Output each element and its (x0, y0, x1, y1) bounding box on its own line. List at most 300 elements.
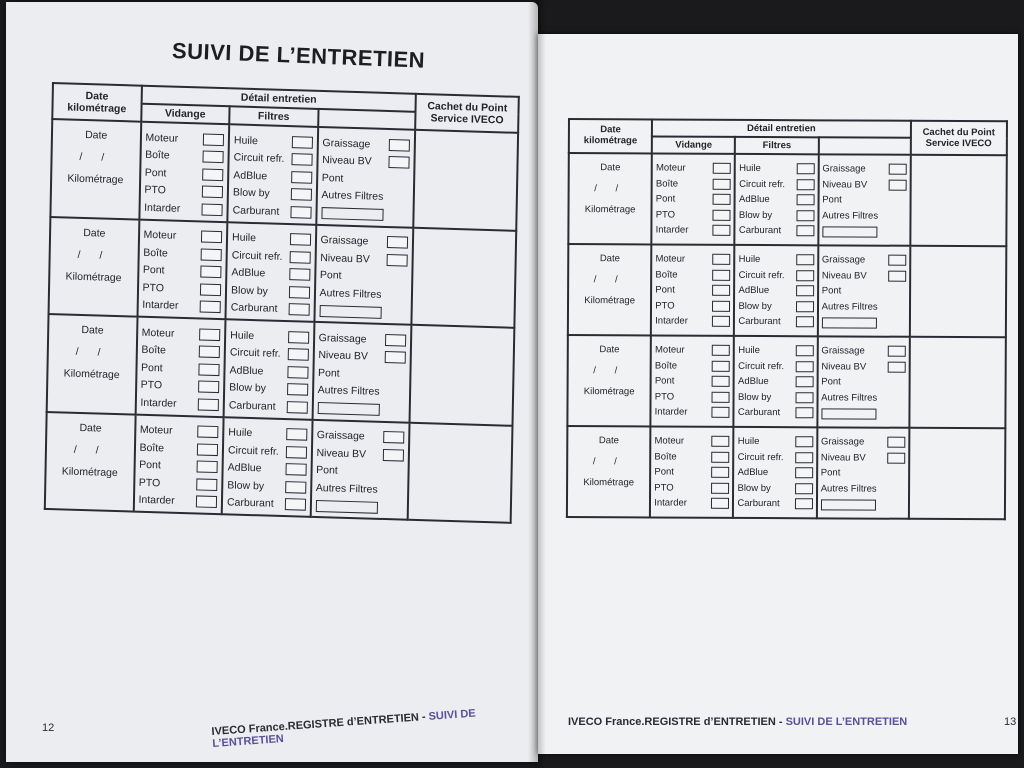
filtres-cell (227, 124, 317, 224)
other-cell (817, 427, 909, 518)
item-label: Moteur (654, 435, 685, 447)
checkbox[interactable] (887, 437, 905, 448)
header-vidange: Vidange (652, 136, 735, 153)
header-date-km: Date kilométrage (569, 119, 652, 153)
filtre-item (738, 343, 813, 359)
checkbox[interactable] (888, 255, 906, 266)
autres-filtres-item (821, 390, 905, 406)
header-date-km: Date kilométrage (52, 83, 141, 122)
checkbox[interactable] (197, 443, 218, 456)
date-cell (49, 217, 139, 317)
item-label: Circuit refr. (738, 269, 785, 281)
header-filtres: Filtres (735, 137, 818, 154)
checkbox[interactable] (796, 163, 814, 174)
niveau-bv-item (821, 450, 905, 466)
filtres-cell (733, 427, 817, 518)
checkbox[interactable] (712, 452, 730, 463)
item-label: Niveau BV (822, 179, 868, 191)
checkbox[interactable] (796, 194, 814, 205)
checkbox[interactable] (712, 392, 730, 403)
checkbox[interactable] (200, 266, 221, 279)
checkbox[interactable] (713, 254, 731, 265)
checkbox[interactable] (289, 251, 310, 264)
autres-filtres-item (822, 299, 906, 315)
item-label: Autres Filtres (315, 481, 378, 496)
km-label: Kilométrage (584, 295, 636, 307)
checkbox[interactable] (291, 153, 312, 166)
checkbox[interactable] (288, 286, 309, 299)
filtre-item (229, 396, 308, 416)
filtre-item (739, 252, 814, 268)
filtre-item (738, 465, 813, 481)
maintenance-log-table-left (44, 82, 520, 524)
item-label: Pont (654, 466, 674, 478)
footer-left (211, 703, 538, 750)
date-cell (567, 426, 651, 517)
checkbox[interactable] (795, 345, 813, 356)
checkbox[interactable] (200, 283, 221, 296)
autres-filtres-field[interactable] (822, 317, 877, 328)
item-label: Pont (655, 193, 676, 205)
item-label: Boîte (139, 441, 165, 455)
date-label: Date (599, 344, 620, 356)
vidange-item (655, 313, 730, 329)
date-cell (568, 244, 652, 335)
filtre-item (232, 201, 311, 221)
item-label: AdBlue (227, 461, 262, 475)
item-label: Blow by (229, 381, 267, 395)
item-label: Moteur (655, 162, 686, 174)
checkbox[interactable] (795, 392, 813, 403)
item-label: Graissage (322, 136, 371, 151)
checkbox[interactable] (888, 179, 906, 190)
checkbox[interactable] (795, 452, 813, 463)
checkbox[interactable] (888, 270, 906, 281)
item-label: Huile (737, 436, 760, 448)
footer-brand: IVECO France.REGISTRE d’ENTRETIEN - (568, 716, 786, 728)
checkbox[interactable] (712, 376, 730, 387)
item-label: AdBlue (738, 194, 770, 206)
vidange-cell (133, 414, 223, 514)
checkbox[interactable] (198, 381, 219, 394)
vidange-item (139, 456, 218, 476)
other-cell (818, 154, 910, 245)
vidange-item (655, 358, 730, 374)
item-label: Huile (231, 231, 257, 245)
item-label: Carburant (230, 301, 278, 316)
checkbox[interactable] (385, 351, 406, 364)
item-label: Carburant (737, 498, 780, 510)
checkbox[interactable] (199, 346, 220, 359)
checkbox[interactable] (286, 401, 307, 414)
filtres-cell (735, 154, 819, 245)
km-label: Kilométrage (65, 269, 122, 284)
table-row (567, 335, 1005, 428)
date-slashes: / / (73, 443, 107, 457)
checkbox[interactable] (197, 461, 218, 474)
vidange-item (138, 491, 217, 511)
checkbox[interactable] (202, 186, 223, 199)
checkbox[interactable] (291, 171, 312, 184)
left-page (6, 2, 538, 762)
checkbox[interactable] (198, 363, 219, 376)
checkbox[interactable] (389, 156, 410, 169)
checkbox[interactable] (288, 303, 309, 316)
vidange-item (143, 226, 222, 246)
checkbox[interactable] (287, 366, 308, 379)
table-row (568, 153, 1006, 246)
item-label: Niveau BV (820, 452, 866, 464)
item-label: Intarder (138, 493, 175, 508)
item-label: Circuit refr. (231, 249, 283, 263)
filtre-item (227, 494, 306, 514)
cachet-cell[interactable] (909, 337, 1006, 429)
page-number-left: 12 (42, 722, 55, 734)
item-label: Huile (738, 254, 761, 266)
vidange-item (139, 474, 218, 494)
filtre-item (229, 379, 308, 399)
cachet-cell[interactable] (909, 246, 1006, 338)
checkbox[interactable] (197, 426, 218, 439)
item-label: Pont (822, 194, 842, 206)
item-label: Circuit refr. (739, 178, 786, 190)
item-label: Circuit refr. (229, 346, 281, 361)
checkbox[interactable] (795, 467, 813, 478)
item-label: Graissage (320, 234, 369, 248)
vidange-item (655, 404, 730, 420)
item-label: Blow by (232, 186, 270, 200)
item-label: PTO (140, 379, 163, 392)
checkbox[interactable] (713, 270, 731, 281)
vidange-item (140, 394, 219, 414)
checkbox[interactable] (796, 301, 814, 312)
cachet-cell[interactable] (412, 227, 516, 328)
filtres-cell (734, 245, 818, 336)
checkbox[interactable] (291, 136, 312, 149)
checkbox[interactable] (796, 270, 814, 281)
vidange-item (141, 376, 220, 396)
pont-item (822, 283, 906, 299)
checkbox[interactable] (711, 483, 729, 494)
checkbox[interactable] (713, 285, 731, 296)
checkbox[interactable] (383, 449, 404, 462)
checkbox[interactable] (887, 452, 905, 463)
cachet-cell[interactable] (414, 130, 518, 231)
footer-section: SUIVI DE L’ENTRETIEN (785, 716, 908, 728)
autres-filtres-field[interactable] (315, 499, 377, 513)
right-page (538, 34, 1018, 754)
checkbox[interactable] (713, 179, 731, 190)
vidange-item (656, 160, 731, 176)
item-label: Pont (820, 467, 841, 479)
item-label: Pont (321, 171, 344, 185)
checkbox[interactable] (712, 436, 730, 447)
checkbox[interactable] (712, 301, 730, 312)
filtre-item (739, 223, 814, 239)
graissage-item (821, 343, 905, 359)
item-label: Boîte (141, 344, 167, 357)
item-label: Boîte (654, 360, 678, 372)
item-label: Pont (655, 284, 675, 296)
item-label: Autres Filtres (821, 392, 878, 404)
item-label: Huile (738, 345, 760, 357)
item-label: Carburant (232, 204, 280, 218)
checkbox[interactable] (796, 285, 814, 296)
autres-filtres-field[interactable] (321, 207, 383, 221)
item-label: AdBlue (737, 467, 769, 479)
item-label: Carburant (226, 496, 274, 510)
header-detail: Détail entretien (652, 119, 910, 137)
item-label: Moteur (141, 326, 175, 340)
checkbox[interactable] (888, 164, 906, 175)
item-label: Moteur (654, 344, 685, 356)
vidange-cell (650, 426, 734, 517)
pont-item (822, 192, 906, 208)
checkbox[interactable] (287, 348, 308, 361)
checkbox[interactable] (286, 428, 307, 441)
table-row (568, 244, 1006, 337)
vidange-item (142, 296, 221, 316)
vidange-item (654, 495, 729, 511)
item-label: Blow by (737, 482, 771, 494)
item-label: Niveau BV (821, 361, 867, 373)
graissage-item (821, 434, 905, 450)
vidange-item (655, 251, 730, 267)
item-label: Autres Filtres (820, 483, 877, 495)
autres-filtres-field[interactable] (317, 402, 379, 416)
checkbox[interactable] (202, 203, 223, 216)
filtre-item (739, 207, 814, 223)
filtre-item (738, 405, 813, 421)
autres-filtres-field[interactable] (821, 408, 876, 419)
pont-item (821, 374, 905, 390)
filtre-item (738, 358, 813, 374)
table-row (45, 411, 513, 522)
footer-section: SUIVI DE L’ENTRETIEN (212, 707, 477, 750)
checkbox[interactable] (796, 179, 814, 190)
checkbox[interactable] (712, 407, 730, 418)
footer-right (568, 716, 907, 728)
km-label: Kilométrage (63, 367, 120, 382)
checkbox[interactable] (385, 334, 406, 347)
checkbox[interactable] (285, 481, 306, 494)
checkbox[interactable] (795, 407, 813, 418)
checkbox[interactable] (795, 361, 813, 372)
item-label: Intarder (655, 224, 689, 236)
item-label: AdBlue (229, 364, 264, 378)
date-cell (47, 314, 137, 414)
checkbox[interactable] (290, 188, 311, 201)
vidange-item (654, 449, 729, 465)
checkbox[interactable] (795, 498, 813, 509)
graissage-item (822, 161, 906, 177)
checkbox[interactable] (201, 248, 222, 261)
vidange-item (655, 282, 730, 298)
checkbox[interactable] (712, 345, 730, 356)
filtre-item (233, 149, 312, 169)
item-label: PTO (654, 391, 675, 403)
checkbox[interactable] (285, 463, 306, 476)
vidange-item (654, 433, 729, 449)
item-label: Niveau BV (320, 251, 370, 266)
item-label: Niveau BV (318, 349, 369, 363)
niveau-bv-item (821, 359, 905, 375)
vidange-item (141, 359, 220, 379)
checkbox[interactable] (887, 361, 905, 372)
checkbox[interactable] (288, 331, 309, 344)
autres-filtres-item (318, 382, 406, 402)
checkbox[interactable] (713, 194, 731, 205)
filtre-item (738, 314, 813, 330)
autres-filtres-item (821, 481, 905, 497)
item-label: Graissage (316, 429, 365, 443)
item-label: Circuit refr. (738, 360, 785, 372)
vidange-item (656, 207, 731, 223)
item-label: Intarder (654, 406, 688, 418)
niveau-bv-item (822, 268, 906, 284)
autres-filtres-field[interactable] (319, 305, 381, 319)
checkbox[interactable] (389, 139, 410, 152)
cachet-cell[interactable] (910, 155, 1007, 247)
filtre-item (230, 326, 309, 346)
checkbox[interactable] (795, 483, 813, 494)
vidange-item (654, 464, 729, 480)
item-label: Carburant (228, 399, 276, 413)
checkbox[interactable] (289, 268, 310, 281)
filtre-item (738, 389, 813, 405)
filtre-item (738, 283, 813, 299)
filtre-item (231, 299, 310, 319)
item-label: Blow by (738, 300, 772, 312)
km-label: Kilométrage (67, 172, 124, 187)
item-label: Pont (319, 269, 342, 282)
filtre-item (232, 229, 311, 249)
checkbox[interactable] (387, 254, 408, 267)
cachet-cell[interactable] (410, 325, 514, 426)
checkbox[interactable] (796, 254, 814, 265)
checkbox[interactable] (712, 467, 730, 478)
checkbox[interactable] (285, 446, 306, 459)
header-vidange: Vidange (141, 104, 230, 125)
checkbox[interactable] (713, 225, 731, 236)
checkbox[interactable] (290, 206, 311, 219)
item-label: Boîte (143, 246, 168, 260)
filtre-item (738, 434, 813, 450)
filtre-item (739, 176, 814, 192)
item-label: Pont (140, 361, 163, 375)
filtre-item (737, 480, 812, 496)
autres-filtres-field[interactable] (822, 226, 877, 237)
vidange-item (139, 439, 218, 459)
checkbox[interactable] (201, 231, 222, 244)
item-label: PTO (138, 476, 161, 490)
cachet-cell[interactable] (909, 428, 1006, 520)
item-label: Carburant (738, 225, 782, 237)
item-label: PTO (144, 184, 166, 197)
checkbox[interactable] (287, 383, 308, 396)
checkbox[interactable] (290, 233, 311, 246)
km-label: Kilométrage (61, 464, 118, 479)
vidange-item (655, 342, 730, 358)
checkbox[interactable] (200, 301, 221, 314)
other-cell (316, 127, 416, 227)
checkbox[interactable] (196, 496, 217, 509)
table-row (47, 314, 515, 425)
checkbox[interactable] (795, 376, 813, 387)
km-label: Kilométrage (583, 386, 635, 398)
checkbox[interactable] (712, 361, 730, 372)
checkbox[interactable] (711, 498, 729, 509)
item-label: Autres Filtres (822, 210, 879, 222)
date-label: Date (85, 129, 108, 142)
item-label: Circuit refr. (233, 151, 285, 166)
graissage-item (822, 252, 906, 268)
checkbox[interactable] (796, 316, 814, 327)
date-label: Date (79, 421, 102, 435)
item-label: Pont (144, 166, 167, 180)
item-label: Boîte (145, 149, 170, 162)
cachet-cell[interactable] (408, 422, 512, 523)
item-label: Blow by (738, 209, 773, 221)
filtre-item (739, 161, 814, 177)
item-label: Boîte (655, 178, 679, 190)
date-slashes: / / (79, 150, 113, 164)
checkbox[interactable] (796, 225, 814, 236)
vidange-item (143, 261, 222, 281)
item-label: Pont (316, 464, 338, 477)
item-label: Intarder (142, 299, 179, 313)
filtre-item (739, 267, 814, 283)
date-cell (567, 335, 651, 426)
date-slashes: / / (593, 274, 626, 286)
checkbox[interactable] (713, 163, 731, 174)
checkbox[interactable] (712, 316, 730, 327)
checkbox[interactable] (796, 210, 814, 221)
pont-item (821, 465, 905, 481)
item-label: Graissage (821, 254, 866, 266)
item-label: AdBlue (231, 266, 266, 280)
checkbox[interactable] (202, 168, 223, 181)
checkbox[interactable] (203, 151, 224, 164)
book-gutter (528, 0, 546, 768)
checkbox[interactable] (284, 498, 305, 511)
item-label: AdBlue (738, 285, 770, 297)
other-cell (818, 245, 910, 336)
item-label: Carburant (737, 407, 781, 419)
checkbox[interactable] (387, 236, 408, 249)
item-label: Intarder (654, 497, 687, 509)
page-number-right: 13 (1004, 716, 1017, 728)
date-label: Date (600, 162, 621, 174)
checkbox[interactable] (199, 328, 220, 341)
checkbox[interactable] (795, 436, 813, 447)
item-label: Moteur (139, 423, 173, 437)
date-slashes: / / (75, 345, 109, 359)
checkbox[interactable] (198, 398, 219, 411)
checkbox[interactable] (203, 133, 224, 146)
item-label: Pont (139, 458, 161, 472)
header-detail: Détail entretien (141, 86, 416, 112)
vidange-item (656, 191, 731, 207)
item-label: PTO (142, 281, 165, 295)
vidange-item (655, 267, 730, 283)
autres-filtres-field[interactable] (821, 499, 876, 510)
item-label: Niveau BV (316, 446, 367, 461)
checkbox[interactable] (384, 431, 405, 444)
checkbox[interactable] (196, 478, 217, 491)
checkbox[interactable] (713, 210, 731, 221)
checkbox[interactable] (887, 346, 905, 357)
